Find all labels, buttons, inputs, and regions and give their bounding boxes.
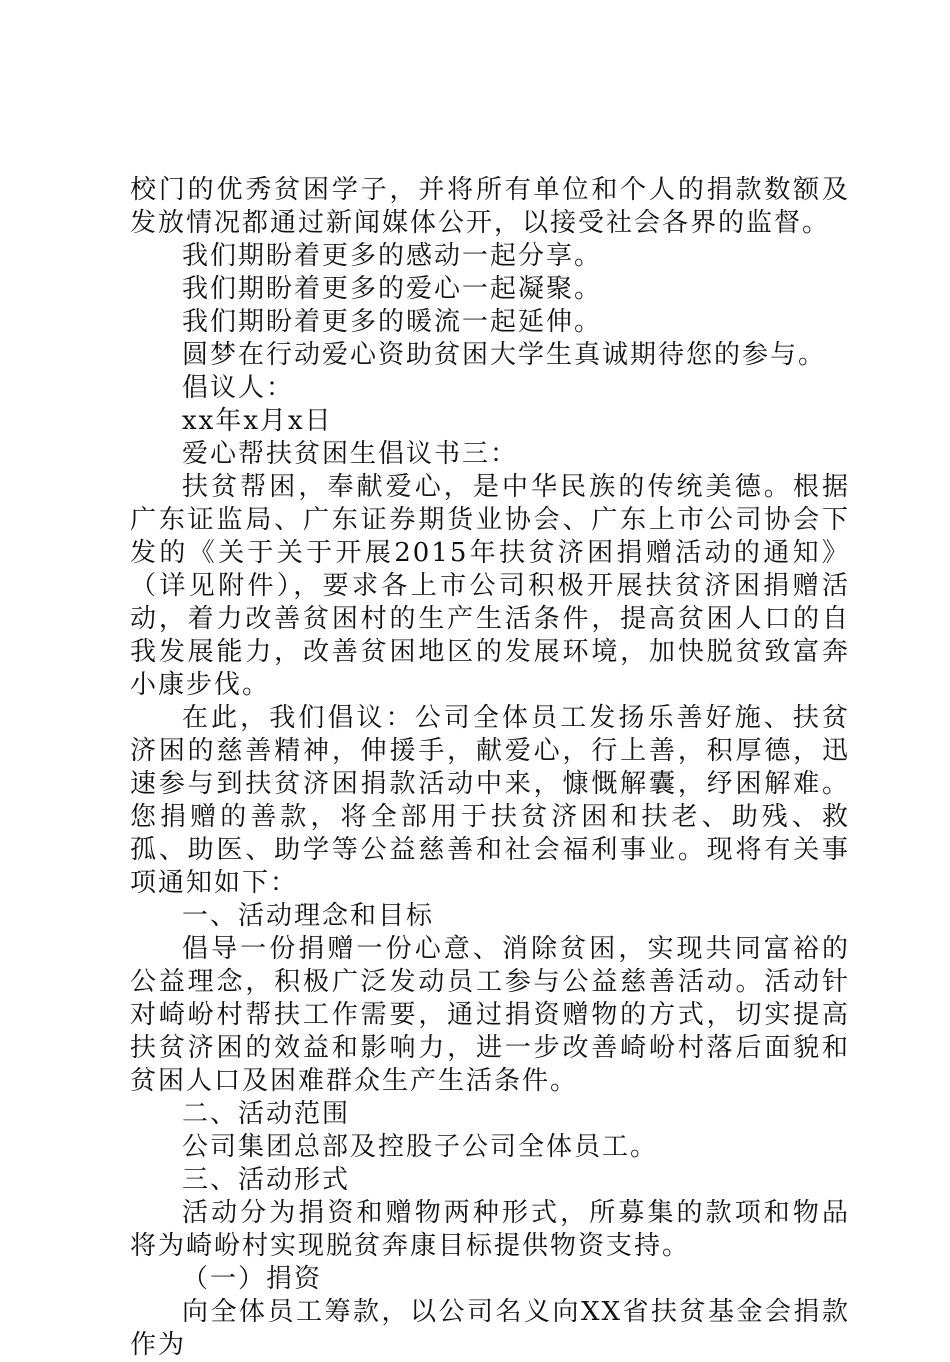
paragraph: 在此，我们倡议：公司全体员工发扬乐善好施、扶贫济困的慈善精神，伸援手，献爱心，行上善，积厚德，迅速参与到扶贫济困捐款活动中来，慷慨解囊，纾困解难。您捐赠的善款，将全部用于扶贫济困和扶老、助残、救孤、助医、助学等公益慈善和社会福利事业。现将有关事项通知如下： <box>130 703 850 898</box>
paragraph: 向全体员工筹款，以公司名义向XX省扶贫基金会捐款作为 <box>130 1297 850 1360</box>
paragraph: 扶贫帮困，奉献爱心，是中华民族的传统美德。根据广东证监局、广东证券期货业协会、广东上市公司协会下发的《关于关于开展2015年扶贫济困捐赠活动的通知》（详见附件），要求各上市公司积极开展扶贫济困捐赠活动，着力改善贫困村的生产生活条件，提高贫困人口的自我发展能力，改善贫困地区的发展环境，加快脱贫致富奔小康步伐。 <box>130 472 850 700</box>
paragraph: 圆梦在行动爱心资助贫困大学生真诚期待您的参与。 <box>182 340 827 370</box>
paragraph: 三、活动形式 <box>182 1165 351 1195</box>
paragraph: 倡导一份捐赠一份心意、消除贫困，实现共同富裕的公益理念，积极广泛发动员工参与公益慈善活动。活动针对崎岎村帮扶工作需要，通过捐资赠物的方式，切实提高扶贫济困的效益和影响力，进一步改善崎岎村落后面貌和贫困人口及困难群众生产生活条件。 <box>130 934 850 1096</box>
paragraph: xx年x月x日 <box>182 406 333 436</box>
paragraph: 公司集团总部及控股子公司全体员工。 <box>182 1132 659 1162</box>
paragraph: （一）捐资 <box>182 1264 323 1294</box>
document-page <box>130 174 850 1362</box>
paragraph: 二、活动范围 <box>182 1099 351 1129</box>
paragraph: 我们期盼着更多的暖流一起延伸。 <box>182 307 603 337</box>
paragraph: 倡议人： <box>182 373 295 403</box>
paragraph: 活动分为捐资和赠物两种形式，所募集的款项和物品将为崎岎村实现脱贫奔康目标提供物资支持。 <box>130 1198 850 1261</box>
paragraph: 一、活动理念和目标 <box>182 901 435 931</box>
paragraph: 我们期盼着更多的爱心一起凝聚。 <box>182 274 603 304</box>
paragraph: 爱心帮扶贫困生倡议书三： <box>182 439 519 469</box>
paragraph: 校门的优秀贫困学子，并将所有单位和个人的捐款数额及发放情况都通过新闻媒体公开，以接受社会各界的监督。 <box>130 175 850 238</box>
paragraph: 我们期盼着更多的感动一起分享。 <box>182 241 603 271</box>
